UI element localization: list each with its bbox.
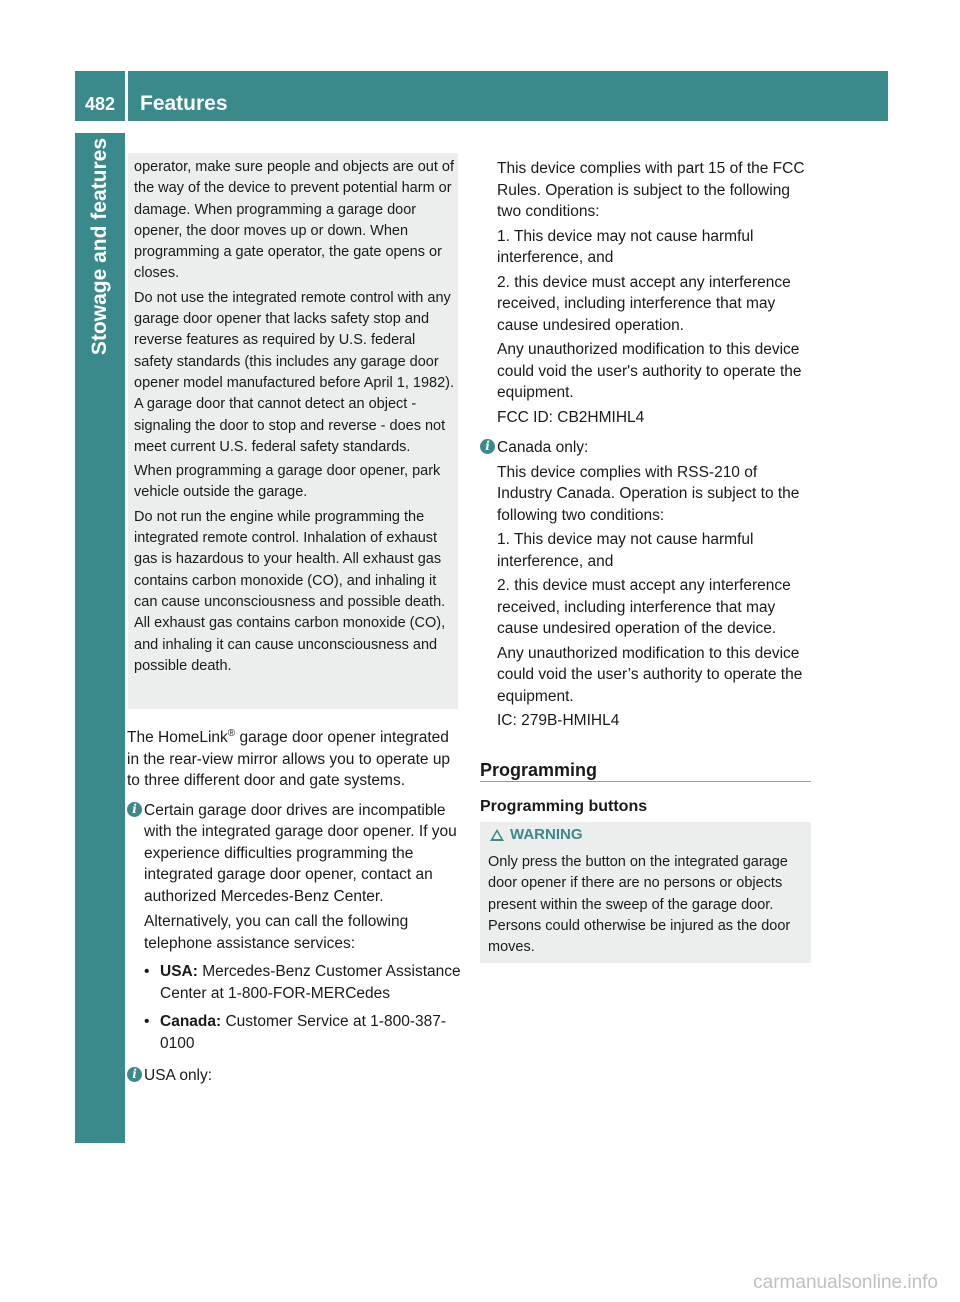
- info-icon: i: [127, 802, 142, 817]
- header-divider: [125, 71, 128, 121]
- ic-id: IC: 279B-HMIHL4: [497, 712, 620, 729]
- list-item: [127, 1011, 462, 1054]
- subsection-heading: Programming buttons: [480, 798, 648, 815]
- warning-paragraph: Do not use the integrated remote control with any garage door opener that lacks safety stop and reverse features as required by U.S. federal safety standards (this includes any garage door opener model manufactured before April 1, 1982). A garage door that cannot detect an object - signaling the door to stop and reverse - does not meet current U.S. federal safety standards.: [134, 289, 455, 455]
- ic-text: Any unauthorized modification to this device could void the user’s authority to operate the equipment.: [497, 644, 803, 705]
- intro-text: The HomeLink: [127, 729, 228, 747]
- fcc-text: 2. this device must accept any interference received, including interference that may cause undesired operation.: [497, 273, 791, 334]
- bullet-label: USA:: [160, 963, 198, 981]
- info-icon: i: [127, 1067, 142, 1082]
- ic-text: This device complies with RSS-210 of Industry Canada. Operation is subject to the following two conditions:: [497, 463, 800, 524]
- bullet: •: [144, 963, 150, 981]
- ic-text: 2. this device must accept any interference received, including interference that may cause undesired operation of the device.: [497, 577, 791, 637]
- intro-paragraph: [127, 723, 462, 792]
- info-note: [127, 1065, 462, 1087]
- alt-text: Alternatively, you can call the following telephone assistance services:: [144, 913, 409, 952]
- warning-paragraph: Do not run the engine while programming the integrated remote control. Inhalation of exhaust gas is hazardous to your health. All exhaust gas contains carbon monoxide (CO), and inhaling it can cause unconsciousness and possible death. All exhaust gas contains carbon monoxide (CO), and inhaling it can cause unconsciousness and possible death.: [134, 508, 446, 674]
- side-tab-lower: [75, 600, 125, 1143]
- bullet-text: Customer Service at 1-800-387-0100: [160, 1013, 447, 1052]
- bullet-text: Mercedes-Benz Customer Assistance Center at 1-800-FOR-MERCedes: [160, 963, 461, 1002]
- left-column: [127, 723, 462, 1087]
- section-heading: Programming: [480, 760, 598, 780]
- info-text: Certain garage door drives are incompatible with the integrated garage door opener. If you experience difficulties programming the integrated garage door opener, contact an authorized Mercedes-Benz Center.: [144, 801, 457, 905]
- info-note: [127, 800, 462, 908]
- fcc-text: Any unauthorized modification to this device could void the user's authority to operate the equipment.: [497, 341, 802, 401]
- fcc-id: FCC ID: CB2HMIHL4: [497, 408, 645, 426]
- warning-text: [134, 157, 456, 680]
- warning-label: WARNING: [510, 826, 583, 843]
- side-tab-label: Stowage and features: [88, 138, 111, 356]
- warning-title: [490, 826, 583, 843]
- fcc-text: This device complies with part 15 of the FCC Rules. Operation is subject to the following two conditions:: [497, 160, 805, 220]
- warning-paragraph: When programming a garage door opener, park vehicle outside the garage.: [134, 463, 441, 501]
- info-note: [480, 437, 815, 459]
- bullet-label: Canada:: [160, 1013, 222, 1031]
- bullet: •: [144, 1013, 150, 1031]
- right-column: [480, 155, 815, 732]
- warning-text: Only press the button on the integrated garage door opener if there are no persons or objects present within the sweep of the garage door. Persons could otherwise be injured as the door moves.: [488, 854, 791, 956]
- section-title: Features: [140, 92, 228, 115]
- watermark: carmanualsonline.info: [753, 1272, 938, 1293]
- intro-text-rest: garage door opener integrated in the rear-view mirror allows you to operate up to three different door and gate systems.: [127, 729, 451, 790]
- fcc-text: 1. This device may not cause harmful interference, and: [497, 227, 754, 266]
- warning-paragraph: operator, make sure people and objects are out of the way of the device to prevent potential harm or damage. When programming a garage door opener, the door moves up or down. When programming a gate operator, the gate opens or closes.: [134, 159, 455, 282]
- warning-icon: [490, 829, 504, 841]
- ic-text: 1. This device may not cause harmful interference, and: [497, 531, 754, 570]
- info-icon: i: [480, 439, 495, 454]
- list-item: [127, 961, 462, 1004]
- page-number: 482: [84, 94, 116, 114]
- info-text: Canada only:: [497, 439, 589, 456]
- registered-mark: ®: [227, 728, 236, 739]
- info-text: USA only:: [144, 1067, 213, 1085]
- heading-rule: [480, 781, 811, 782]
